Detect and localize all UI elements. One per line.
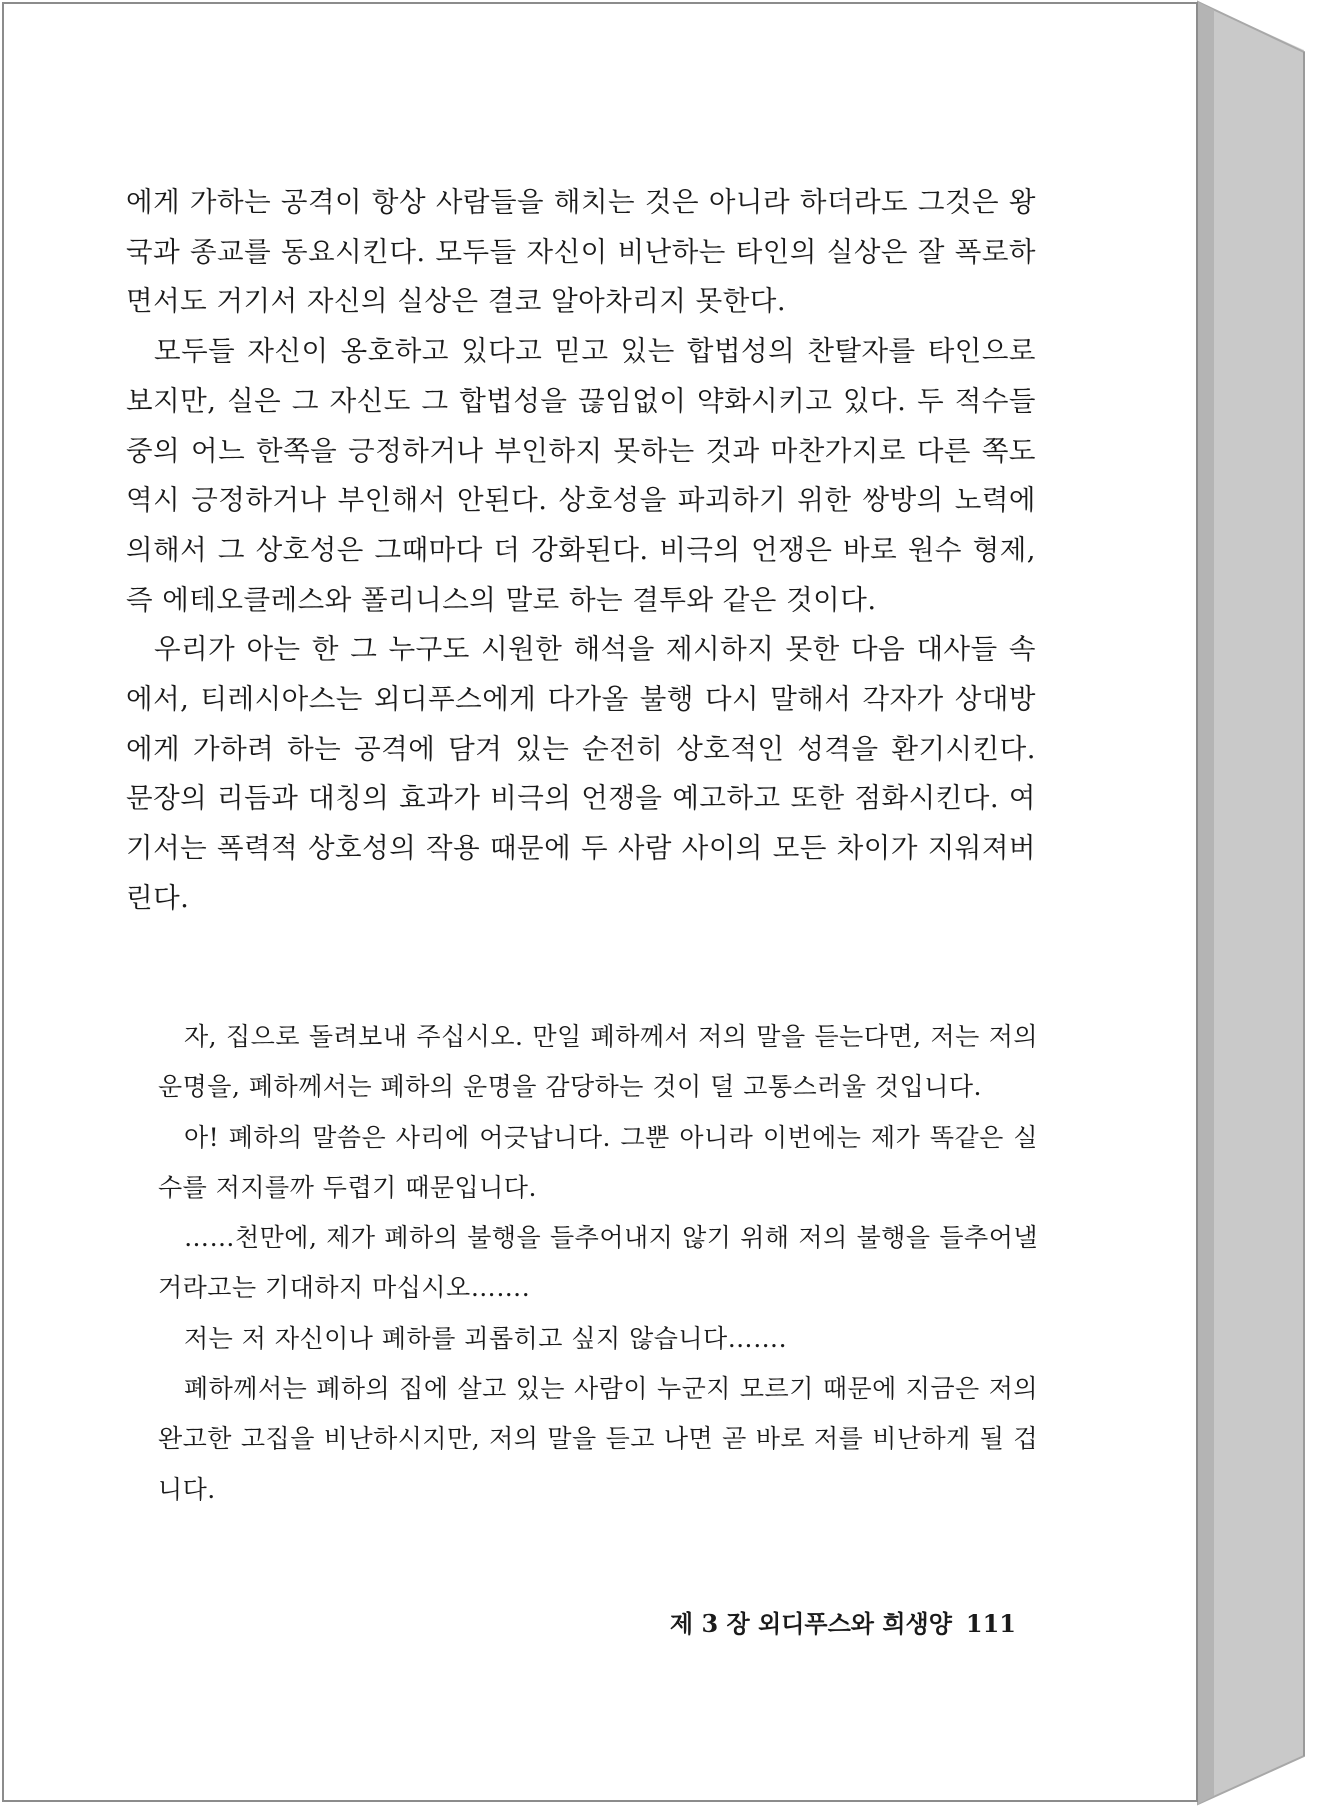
page-number: 111 (965, 1609, 1016, 1638)
body-paragraph: 모두들 자신이 옹호하고 있다고 믿고 있는 합법성의 찬탈자를 타인으로 보지만, 실은 그 자신도 그 합법성을 끊임없이 약화시키고 있다. 두 적수들 중의 어느 한쪽을 긍정하거나 부인하지 못하는 것과 마찬가지로 다른 쪽도 역시 긍정하거나 부인해서 안된다. 상호성을 파괴하기 위한 쌍방의 노력에 의해서 그 상호성은 그때마다 더 강화된다. 비극의 언쟁은 바로 원수 형제, 즉 에테오클레스와 폴리니스의 말로 하는 결투와 같은 것이다. (126, 335, 1036, 616)
body-paragraph: 우리가 아는 한 그 누구도 시원한 해석을 제시하지 못한 다음 대사들 속에서, 티레시아스는 외디푸스에게 다가올 불행 다시 말해서 각자가 상대방에게 가하려 하는 공격에 담겨 있는 순전히 상호적인 성격을 환기시킨다. 문장의 리듬과 대칭의 효과가 비극의 언쟁을 예고하고 또한 점화시킨다. 여기서는 폭력적 상호성의 작용 때문에 두 사람 사이의 모든 차이가 지워져버린다. (126, 633, 1036, 914)
book-side-shading (1198, 2, 1214, 1804)
book-side-face (1198, 2, 1304, 1804)
quote-paragraph: 자, 집으로 돌려보내 주십시오. 만일 폐하께서 저의 말을 듣는다면, 저는 저의 운명을, 폐하께서는 폐하의 운명을 감당하는 것이 덜 고통스러울 것입니다. (158, 1022, 1038, 1102)
body-paragraph: 에게 가하는 공격이 항상 사람들을 해치는 것은 아니라 하더라도 그것은 왕국과 종교를 동요시킨다. 모두들 자신이 비난하는 타인의 실상은 잘 폭로하면서도 거기서 자신의 실상은 결코 알아차리지 못한다. (126, 186, 1036, 318)
quote-paragraph: 아! 폐하의 말씀은 사리에 어긋납니다. 그뿐 아니라 이번에는 제가 똑같은 실수를 저지를까 두렵기 때문입니다. (158, 1122, 1038, 1202)
quoted-dialogue (158, 1012, 1038, 1515)
quote-paragraph: ……천만에, 제가 폐하의 불행을 들추어내지 않기 위해 저의 불행을 들추어낼 거라고는 기대하지 마십시오……. (158, 1223, 1038, 1303)
quote-paragraph: 폐하께서는 폐하의 집에 살고 있는 사람이 누군지 모르기 때문에 지금은 저의 완고한 고집을 비난하시지만, 저의 말을 듣고 나면 곧 바로 저를 비난하게 될 겁니다. (158, 1374, 1038, 1504)
running-footer (600, 1604, 1016, 1639)
body-text (126, 178, 1036, 924)
quote-paragraph: 저는 저 자신이나 폐하를 괴롭히고 싶지 않습니다……. (184, 1323, 788, 1353)
chapter-title: 제 3 장 외디푸스와 희생양 (669, 1609, 952, 1638)
book-side-top-edge (1198, 2, 1304, 56)
